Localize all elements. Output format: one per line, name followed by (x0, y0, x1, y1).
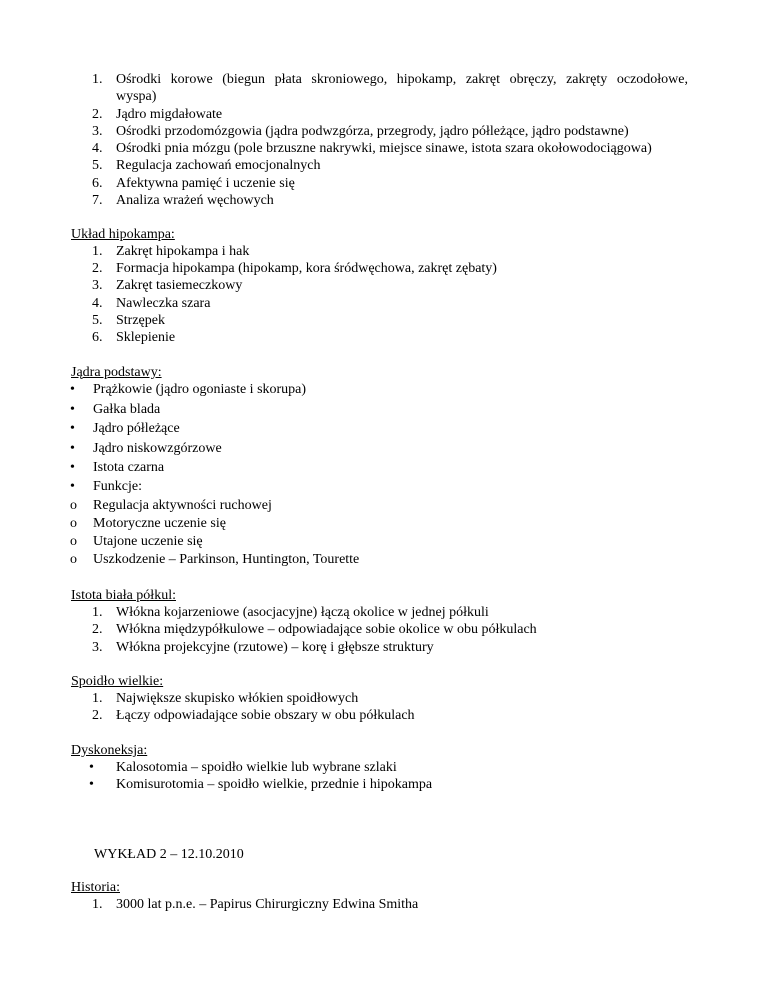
list-number: 6. (92, 330, 103, 345)
list-number: 5. (92, 313, 103, 328)
sub-bullet-text: Regulacja aktywności ruchowej (93, 498, 272, 513)
bullet-mark: • (89, 760, 94, 775)
list-number: 5. (92, 158, 103, 173)
list-number: 4. (92, 141, 103, 156)
bullet-mark: • (70, 441, 75, 456)
list-text: Sklepienie (116, 330, 176, 345)
list-number: 6. (92, 176, 103, 191)
list-text: Analiza wrażeń węchowych (116, 193, 274, 208)
bullet-mark: • (70, 460, 75, 475)
list-text: Włókna międzypółkulowe – odpowiadające sobie okolice w obu półkulach (116, 622, 537, 637)
list-text: Ośrodki korowe (biegun płata skroniowego, hipokamp, zakręt obręczy, zakręty oczodołowe, (116, 72, 688, 87)
bullet-mark: • (70, 402, 75, 417)
list-number: 1. (92, 897, 103, 912)
bullet-mark: • (70, 421, 75, 436)
list-text: Największe skupisko włókien spoidłowych (116, 691, 359, 706)
sub-bullet-mark: o (70, 534, 77, 549)
bullet-mark: • (70, 479, 75, 494)
list-text: Afektywna pamięć i uczenie się (116, 176, 295, 191)
list-number: 1. (92, 72, 103, 87)
list-number: 2. (92, 622, 103, 637)
list-text: Łączy odpowiadające sobie obszary w obu półkulach (116, 708, 415, 723)
sub-bullet-text: Utajone uczenie się (93, 534, 203, 549)
sub-bullet-mark: o (70, 552, 77, 567)
bullet-text: Gałka blada (93, 402, 161, 417)
list-text: Włókna kojarzeniowe (asocjacyjne) łączą okolice w jednej półkuli (116, 605, 489, 620)
list-text: 3000 lat p.n.e. – Papirus Chirurgiczny Edwina Smitha (116, 897, 419, 912)
bullet-text: Prążkowie (jądro ogoniaste i skorupa) (93, 382, 307, 397)
section-heading: Układ hipokampa: (71, 227, 175, 242)
bullet-text: Jądro półleżące (93, 421, 180, 436)
list-text: wyspa) (116, 89, 157, 104)
list-number: 1. (92, 244, 103, 259)
sub-bullet-text: Motoryczne uczenie się (93, 516, 226, 531)
list-number: 4. (92, 296, 103, 311)
list-number: 2. (92, 708, 103, 723)
list-text: Jądro migdałowate (116, 107, 223, 122)
list-number: 2. (92, 107, 103, 122)
list-number: 3. (92, 278, 103, 293)
list-text: Strzępek (116, 313, 165, 328)
section-heading: Spoidło wielkie: (71, 674, 164, 689)
lecture-title: WYKŁAD 2 – 12.10.2010 (94, 847, 244, 862)
list-number: 1. (92, 691, 103, 706)
list-text: Zakręt hipokampa i hak (116, 244, 250, 259)
sub-bullet-text: Uszkodzenie – Parkinson, Huntington, Tourette (93, 552, 360, 567)
section-heading: Historia: (71, 880, 120, 895)
list-number: 3. (92, 124, 103, 139)
list-text: Formacja hipokampa (hipokamp, kora śródwęchowa, zakręt zębaty) (116, 261, 497, 276)
section-heading: Istota biała półkul: (71, 588, 176, 603)
list-text: Zakręt tasiemeczkowy (116, 278, 243, 293)
list-number: 1. (92, 605, 103, 620)
bullet-text: Istota czarna (93, 460, 165, 475)
sub-bullet-mark: o (70, 516, 77, 531)
list-text: Regulacja zachowań emocjonalnych (116, 158, 321, 173)
section-heading: Jądra podstawy: (71, 365, 162, 380)
section-heading: Dyskoneksja: (71, 743, 148, 758)
list-text: Włókna projekcyjne (rzutowe) – korę i głębsze struktury (116, 640, 434, 655)
list-number: 2. (92, 261, 103, 276)
list-text: Ośrodki pnia mózgu (pole brzuszne nakrywki, miejsce sinawe, istota szara okołowodociągowa) (116, 141, 652, 156)
bullet-mark: • (70, 382, 75, 397)
bullet-text: Komisurotomia – spoidło wielkie, przednie i hipokampa (116, 777, 433, 792)
list-number: 3. (92, 640, 103, 655)
list-text: Ośrodki przodomózgowia (jądra podwzgórza, przegrody, jądro półleżące, jądro podstawne) (116, 124, 629, 139)
bullet-text: Funkcje: (93, 479, 142, 494)
sub-bullet-mark: o (70, 498, 77, 513)
bullet-text: Jądro niskowzgórzowe (93, 441, 222, 456)
bullet-text: Kalosotomia – spoidło wielkie lub wybrane szlaki (116, 760, 397, 775)
list-number: 7. (92, 193, 103, 208)
list-text: Nawleczka szara (116, 296, 211, 311)
bullet-mark: • (89, 777, 94, 792)
